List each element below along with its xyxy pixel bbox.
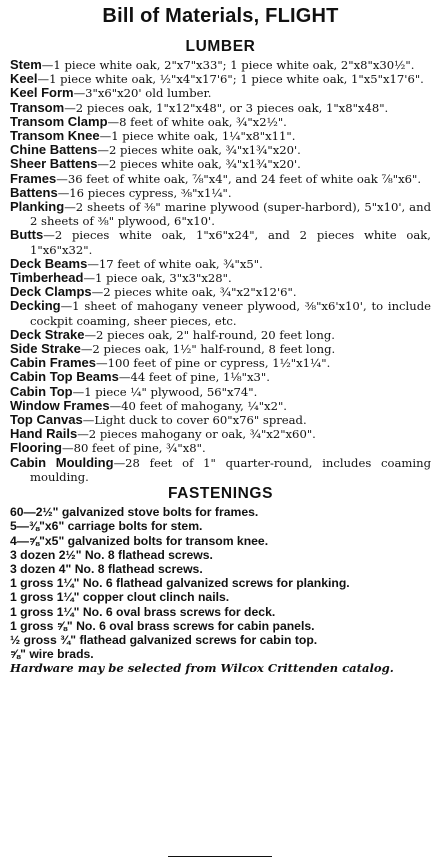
lumber-item xyxy=(10,399,431,413)
fastening-item: 4—⅝"x5" galvanized bolts for transom knee. xyxy=(10,533,269,548)
lumber-item-label: Frames xyxy=(10,170,57,186)
lumber-item xyxy=(10,456,431,484)
fastening-item: 3 dozen 2½" No. 8 flathead screws. xyxy=(10,547,213,562)
lumber-item-description: —2 pieces white oak, ¾"x1¾"x20'. xyxy=(97,143,301,158)
lumber-item-label: Keel Form xyxy=(10,85,74,101)
closing-rule xyxy=(168,856,272,857)
fastening-item: ⅝" wire brads. xyxy=(10,647,94,662)
lumber-item xyxy=(10,72,431,86)
lumber-item-description: —1 piece white oak, 1¼"x8"x11". xyxy=(99,129,296,144)
lumber-item-label: Deck Clamps xyxy=(10,284,92,300)
fastenings-list xyxy=(10,505,431,661)
lumber-list xyxy=(10,58,431,484)
lumber-item-label: Stem xyxy=(10,57,42,72)
lumber-item-label: Cabin Frames xyxy=(10,355,96,371)
lumber-item xyxy=(10,413,431,427)
lumber-item xyxy=(10,271,431,285)
lumber-item-label: Window Frames xyxy=(10,397,110,413)
lumber-item-label: Cabin Top Beams xyxy=(10,369,119,385)
lumber-item xyxy=(10,441,431,455)
lumber-item-label: Cabin Top xyxy=(10,383,73,399)
lumber-item-label: Deck Beams xyxy=(10,255,88,271)
lumber-item-description: —Light duck to cover 60"x76" spread. xyxy=(82,413,307,428)
lumber-item xyxy=(10,385,431,399)
lumber-item-label: Sheer Battens xyxy=(10,156,98,172)
lumber-item-description: —44 feet of pine, 1⅛"x3". xyxy=(118,370,270,385)
lumber-item-description: —36 feet of white oak, ⅞"x4", and 24 feet of white oak ⅞"x6". xyxy=(56,171,422,186)
fastening-item: 1 gross 1¼" copper clout clinch nails. xyxy=(10,590,230,605)
lumber-item-description: —2 pieces white oak, ¾"x1¾"x20'. xyxy=(97,157,301,172)
lumber-item xyxy=(10,342,431,356)
fastenings-heading: FASTENINGS xyxy=(167,485,274,503)
lumber-item xyxy=(10,157,431,171)
lumber-heading: LUMBER xyxy=(185,38,256,55)
lumber-item-label: Flooring xyxy=(10,440,62,456)
lumber-item-label: Deck Strake xyxy=(10,326,85,342)
lumber-item-label: Hand Rails xyxy=(10,426,78,442)
lumber-item-label: Transom Clamp xyxy=(10,113,108,129)
lumber-item-label: Keel xyxy=(10,71,38,87)
lumber-item xyxy=(10,143,431,157)
lumber-item-label: Transom Knee xyxy=(10,128,100,144)
fastening-item: 60—2½" galvanized stove bolts for frames. xyxy=(10,505,259,520)
lumber-item-description: —100 feet of pine or cypress, 1½"x1¼". xyxy=(95,356,331,371)
lumber-item xyxy=(10,228,431,256)
lumber-item-description: —80 feet of pine, ¾"x8". xyxy=(62,441,206,456)
lumber-item-description: —2 pieces white oak, 1"x6"x24", and 2 pieces white oak, 1"x6"x32". xyxy=(30,228,431,257)
lumber-item-label: Chine Battens xyxy=(10,142,98,158)
lumber-item-description: —1 piece ¼" plywood, 56"x74". xyxy=(72,384,258,399)
lumber-item-description: —1 sheet of mahogany veneer plywood, ⅜"x6'x10', to include cockpit coaming, sheer pieces, etc. xyxy=(30,299,431,328)
lumber-item xyxy=(10,129,431,143)
lumber-item-label: Planking xyxy=(10,199,65,215)
lumber-item xyxy=(10,86,431,100)
lumber-item xyxy=(10,186,431,200)
lumber-item xyxy=(10,115,431,129)
lumber-item xyxy=(10,427,431,441)
page-title: Bill of Materials, FLIGHT xyxy=(102,5,339,27)
lumber-item xyxy=(10,200,431,228)
fastening-item: ½ gross ¾" flathead galvanized screws for cabin top. xyxy=(10,632,318,647)
lumber-item xyxy=(10,370,431,384)
lumber-item xyxy=(10,299,431,327)
lumber-item xyxy=(10,356,431,370)
lumber-item-description: —3"x6"x20' old lumber. xyxy=(73,86,212,101)
lumber-item-description: —2 sheets of ⅜" marine plywood (super-harbord), 5"x10', and 2 sheets of ⅜" plywood, 6"x10'. xyxy=(30,200,431,229)
hardware-note: Hardware may be selected from Wilcox Crittenden catalog. xyxy=(10,661,394,676)
lumber-item-label: Butts xyxy=(10,227,44,243)
fastening-item: 1 gross 1¼" No. 6 oval brass screws for deck. xyxy=(10,604,276,619)
lumber-item xyxy=(10,285,431,299)
lumber-item xyxy=(10,101,431,115)
lumber-item xyxy=(10,172,431,186)
lumber-item-description: —1 piece oak, 3"x3"x28". xyxy=(83,271,232,286)
lumber-item xyxy=(10,58,431,72)
lumber-item-label: Top Canvas xyxy=(10,412,83,428)
fastening-item: 5—⅜"x6" carriage bolts for stem. xyxy=(10,519,203,534)
lumber-item-label: Cabin Moulding xyxy=(10,454,114,470)
lumber-item-description: —28 feet of 1" quarter-round, includes coaming moulding. xyxy=(30,455,432,484)
lumber-item-description: —2 pieces oak, 1"x12"x48", or 3 pieces oak, 1"x8"x48". xyxy=(64,100,389,115)
lumber-item-description: —1 piece white oak, 2"x7"x33"; 1 piece white oak, 2"x8"x30½". xyxy=(41,58,415,72)
lumber-item-description: —2 pieces oak, 1½" half-round, 8 feet long. xyxy=(80,342,336,357)
lumber-item-description: —17 feet of white oak, ¾"x5". xyxy=(87,256,263,271)
fastening-item: 3 dozen 4" No. 8 flathead screws. xyxy=(10,561,203,576)
lumber-item-description: —1 piece white oak, ½"x4"x17'6"; 1 piece white oak, 1"x5"x17'6". xyxy=(37,72,424,87)
fastening-item: 1 gross 1¼" No. 6 flathead galvanized screws for planking. xyxy=(10,576,350,591)
lumber-item-label: Side Strake xyxy=(10,341,81,357)
lumber-item-description: —40 feet of mahogany, ¼"x2". xyxy=(109,398,287,413)
lumber-item-description: —8 feet of white oak, ¾"x2½". xyxy=(107,114,287,129)
lumber-item-label: Timberhead xyxy=(10,270,84,286)
lumber-item-label: Transom xyxy=(10,99,65,115)
lumber-item xyxy=(10,328,431,342)
lumber-item-description: —2 pieces mahogany or oak, ¾"x2"x60". xyxy=(77,427,316,442)
lumber-item-description: —2 pieces oak, 2" half-round, 20 feet long. xyxy=(84,327,335,342)
lumber-item-label: Battens xyxy=(10,184,58,200)
lumber-item-description: —16 pieces cypress, ⅜"x1¼". xyxy=(57,185,232,200)
fastening-item: 1 gross ⅝" No. 6 oval brass screws for cabin panels. xyxy=(10,618,315,633)
lumber-item-label: Decking xyxy=(10,298,61,314)
lumber-item xyxy=(10,257,431,271)
lumber-item-description: —2 pieces white oak, ¾"x2"x12'6". xyxy=(91,285,297,300)
